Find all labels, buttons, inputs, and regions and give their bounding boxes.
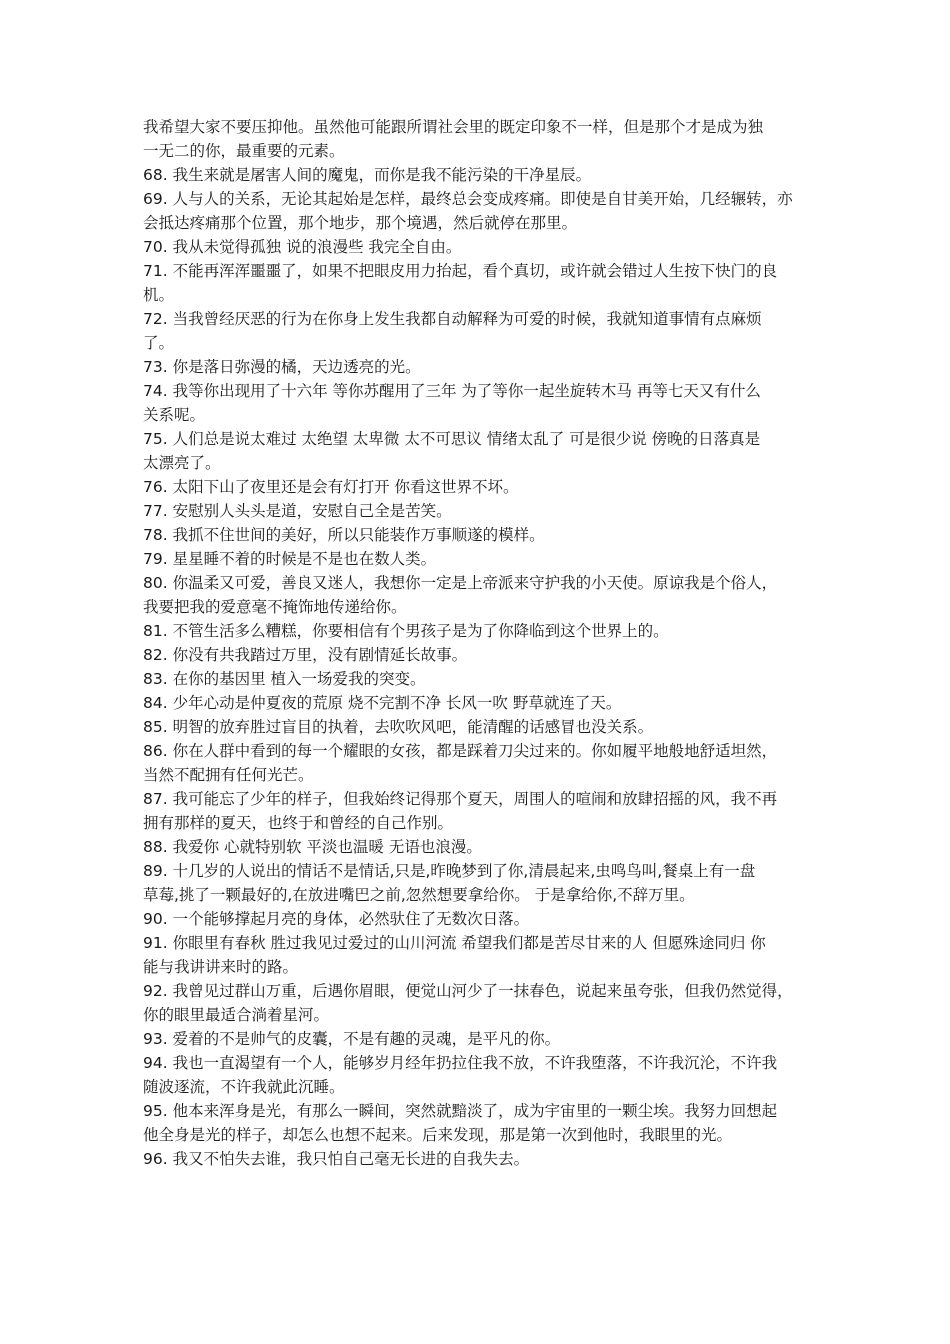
text-entry [143,235,808,259]
text-line: 当然不配拥有任何光芒。 [143,766,314,784]
text-line: 拥有那样的夏天，也终于和曾经的自己作别。 [143,814,454,832]
text-line: 85. 明智的放弃胜过盲目的执着，去吹吹风吧，能清醒的话感冒也没关系。 [143,718,654,736]
text-entry [143,619,808,643]
text-entry [143,499,808,523]
text-entry [143,835,808,859]
text-line: 82. 你没有共我踏过万里，没有剧情延长故事。 [143,646,468,664]
text-line: 太漂亮了。 [143,454,221,472]
text-line: 72. 当我曾经厌恶的行为在你身上发生我都自动解释为可爱的时候，我就知道事情有点麻烦 [143,310,762,328]
text-line: 随波逐流，不许我就此沉睡。 [143,1078,345,1096]
text-entry [143,931,808,979]
text-line: 91. 你眼里有春秋 胜过我见过爱过的山川河流 希望我们都是苦尽甘来的人 但愿殊途同归 你 [143,934,766,952]
text-line: 70. 我从未觉得孤独 说的浪漫些 我完全自由。 [143,238,462,256]
text-line: 95. 他本来浑身是光，有那么一瞬间，突然就黯淡了，成为宇宙里的一颗尘埃。我努力回想起 [143,1102,778,1120]
text-entry [143,1051,808,1099]
text-line: 会抵达疼痛那个位置，那个地步，那个境遇，然后就停在那里。 [143,214,578,232]
text-entry [143,643,808,667]
text-line: 草莓,挑了一颗最好的,在放进嘴巴之前,忽然想要拿给你。 于是拿给你,不辞万里。 [143,886,695,904]
text-entry [143,547,808,571]
text-line: 84. 少年心动是仲夏夜的荒原 烧不完割不净 长风一吹 野草就连了天。 [143,694,622,712]
text-entry [143,739,808,787]
text-entry [143,259,808,307]
text-entry [143,715,808,739]
text-entry [143,859,808,907]
text-entry [143,523,808,547]
text-line: 83. 在你的基因里 植入一场爱我的突变。 [143,670,426,688]
text-entry [143,427,808,475]
text-line: 81. 不管生活多么糟糕，你要相信有个男孩子是为了你降临到这个世界上的。 [143,622,669,640]
text-line: 90. 一个能够撑起月亮的身体，必然驮住了无数次日落。 [143,910,530,928]
text-entry [143,667,808,691]
text-entry [143,907,808,931]
text-line: 86. 你在人群中看到的每一个耀眼的女孩，都是踩着刀尖过来的。你如履平地般地舒适坦然， [143,742,778,760]
text-line: 89. 十几岁的人说出的情话不是情话,只是,昨晚梦到了你,清晨起来,虫鸣鸟叫,餐桌上有一盘 [143,862,756,880]
text-entry [143,1027,808,1051]
text-line: 75. 人们总是说太难过 太绝望 太卑微 太不可思议 情绪太乱了 可是很少说 傍晚的日落真是 [143,430,761,448]
text-line: 80. 你温柔又可爱，善良又迷人，我想你一定是上帝派来守护我的小天使。原谅我是个俗人， [143,574,778,592]
text-line: 87. 我可能忘了少年的样子，但我始终记得那个夏天，周围人的喧闹和放肆招摇的风，我不再 [143,790,778,808]
text-entry [143,787,808,835]
text-line: 一无二的你，最重要的元素。 [143,142,345,160]
text-entry [143,307,808,355]
text-line: 69. 人与人的关系，无论其起始是怎样，最终总会变成疼痛。即使是自甘美开始，几经辗转，亦 [143,190,793,208]
text-line: 能与我讲讲来时的路。 [143,958,299,976]
text-line: 我希望大家不要压抑他。虽然他可能跟所谓社会里的既定印象不一样，但是那个才是成为独 [143,118,764,136]
text-entry [143,379,808,427]
text-entry [143,1147,808,1171]
text-line: 74. 我等你出现用了十六年 等你苏醒用了三年 为了等你一起坐旋转木马 再等七天又有什么 [143,382,761,400]
text-line: 78. 我抓不住世间的美好，所以只能装作万事顺遂的模样。 [143,526,545,544]
text-line: 他全身是光的样子，却怎么也想不起来。后来发现，那是第一次到他时，我眼里的光。 [143,1126,733,1144]
text-line: 关系呢。 [143,406,206,424]
text-entry [143,691,808,715]
text-line: 88. 我爱你 心就特别软 平淡也温暖 无语也浪漫。 [143,838,482,856]
text-entry [143,355,808,379]
text-line: 96. 我又不怕失去谁，我只怕自己毫无长进的自我失去。 [143,1150,530,1168]
text-line: 77. 安慰别人头头是道，安慰自己全是苦笑。 [143,502,452,520]
text-line: 我要把我的爱意毫不掩饰地传递给你。 [143,598,407,616]
text-entry [143,187,808,235]
text-line: 93. 爱着的不是帅气的皮囊，不是有趣的灵魂，是平凡的你。 [143,1030,561,1048]
text-line: 92. 我曾见过群山万重，后遇你眉眼，便觉山河少了一抹春色，说起来虽夸张，但我仍然觉得， [143,982,793,1000]
text-line: 机。 [143,286,175,304]
text-line: 79. 星星睡不着的时候是不是也在数人类。 [143,550,437,568]
text-entry [143,115,808,163]
text-line: 76. 太阳下山了夜里还是会有灯打开 你看这世界不坏。 [143,478,519,496]
document-body [143,115,808,1171]
text-entry [143,475,808,499]
text-entry [143,979,808,1027]
text-line: 94. 我也一直渴望有一个人，能够岁月经年扔拉住我不放，不许我堕落，不许我沉沦，不许我 [143,1054,778,1072]
text-entry [143,571,808,619]
text-line: 68. 我生来就是屠害人间的魔鬼，而你是我不能污染的干净星辰。 [143,166,592,184]
text-line: 你的眼里最适合淌着星河。 [143,1006,330,1024]
text-line: 71. 不能再浑浑噩噩了，如果不把眼皮用力抬起，看个真切，或许就会错过人生按下快门的良 [143,262,778,280]
text-entry [143,1099,808,1147]
text-line: 73. 你是落日弥漫的橘，天边透亮的光。 [143,358,421,376]
text-line: 了。 [143,334,175,352]
text-entry [143,163,808,187]
